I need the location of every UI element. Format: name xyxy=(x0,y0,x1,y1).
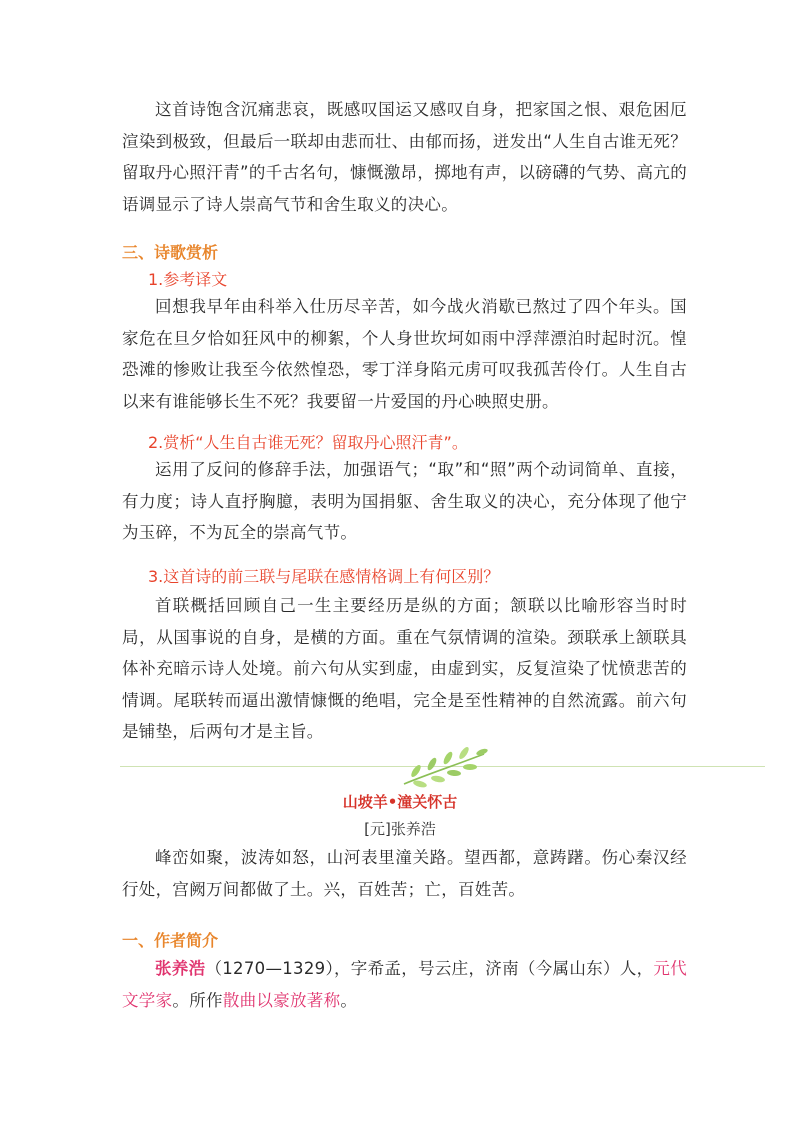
author-works-text: 。所作 xyxy=(172,990,223,1010)
intro-paragraph: 这首诗饱含沉痛悲哀，既感叹国运又感叹自身，把家国之恨、艰危困厄渲染到极致，但最后一联却由悲而壮、由郁而扬，迸发出“人生自古谁无死？留取丹心照汗青”的千古名句，慷慨激昂，掷地有声，以磅礴的气势、高亢的语调显示了诗人崇高气节和舍生取义的决心。 xyxy=(122,100,687,214)
subheading-emotion-difference: 3.这首诗的前三联与尾联在感情格调上有何区别？ xyxy=(148,567,500,586)
author-dates-text: （1270—1329），字希孟，号云庄，济南（今属山东）人， xyxy=(205,959,654,978)
poem-author: [元]张养浩 xyxy=(364,820,436,838)
appreciation-paragraph: 运用了反问的修辞手法，加强语气；“取”和“照”两个动词简单、直接，有力度；诗人直抒胸臆，表明为国捐躯、舍生取义的决心，充分体现了他宁为玉碎，不为瓦全的崇高气节。 xyxy=(122,460,687,542)
author-name: 张养浩 xyxy=(155,959,206,978)
highlight-yuan-writer: 元代文学家 xyxy=(122,959,688,1010)
section-heading-author-intro: 一、作者简介 xyxy=(122,931,219,950)
subheading-translation: 1.参考译文 xyxy=(148,270,228,289)
poem-title: 山坡羊•潼关怀古 xyxy=(342,793,458,811)
poem-text: 峰峦如聚，波涛如怒，山河表里潼关路。望西都，意踌躇。伤心秦汉经行处，宫阙万间都做了土。兴，百姓苦；亡，百姓苦。 xyxy=(122,848,687,899)
author-end-punct: 。 xyxy=(340,990,358,1010)
highlight-sanqu-style: 散曲以豪放著称 xyxy=(222,990,341,1010)
subheading-appreciation-quote: 2.赏析“人生自古谁无死？留取丹心照汗青”。 xyxy=(148,433,468,452)
author-intro-paragraph xyxy=(122,953,687,1016)
emotion-difference-paragraph: 首联概括回顾自己一生主要经历是纵的方面；颔联以比喻形容当时时局，从国事说的自身，是横的方面。重在气氛情调的渲染。颈联承上颔联具体补充暗示诗人处境。前六句从实到虚，由虚到实，反复渲染了忧愤悲苦的情调。尾联转而逼出激情慷慨的绝唱，完全是至性精神的自然流露。前六句是铺垫，后两句才是主旨。 xyxy=(122,596,687,741)
translation-paragraph: 回想我早年由科举入仕历尽辛苦，如今战火消歇已熬过了四个年头。国家危在旦夕恰如狂风中的柳絮，个人身世坎坷如雨中浮萍漂泊时起时沉。惶恐滩的惨败让我至今依然惶恐，零丁洋身陷元虏可叹我孤苦伶仃。人生自古以来有谁能够长生不死？我要留一片爱国的丹心映照史册。 xyxy=(122,297,687,411)
section-heading-appreciation: 三、诗歌赏析 xyxy=(122,243,219,262)
leaf-branch-icon xyxy=(398,740,488,790)
